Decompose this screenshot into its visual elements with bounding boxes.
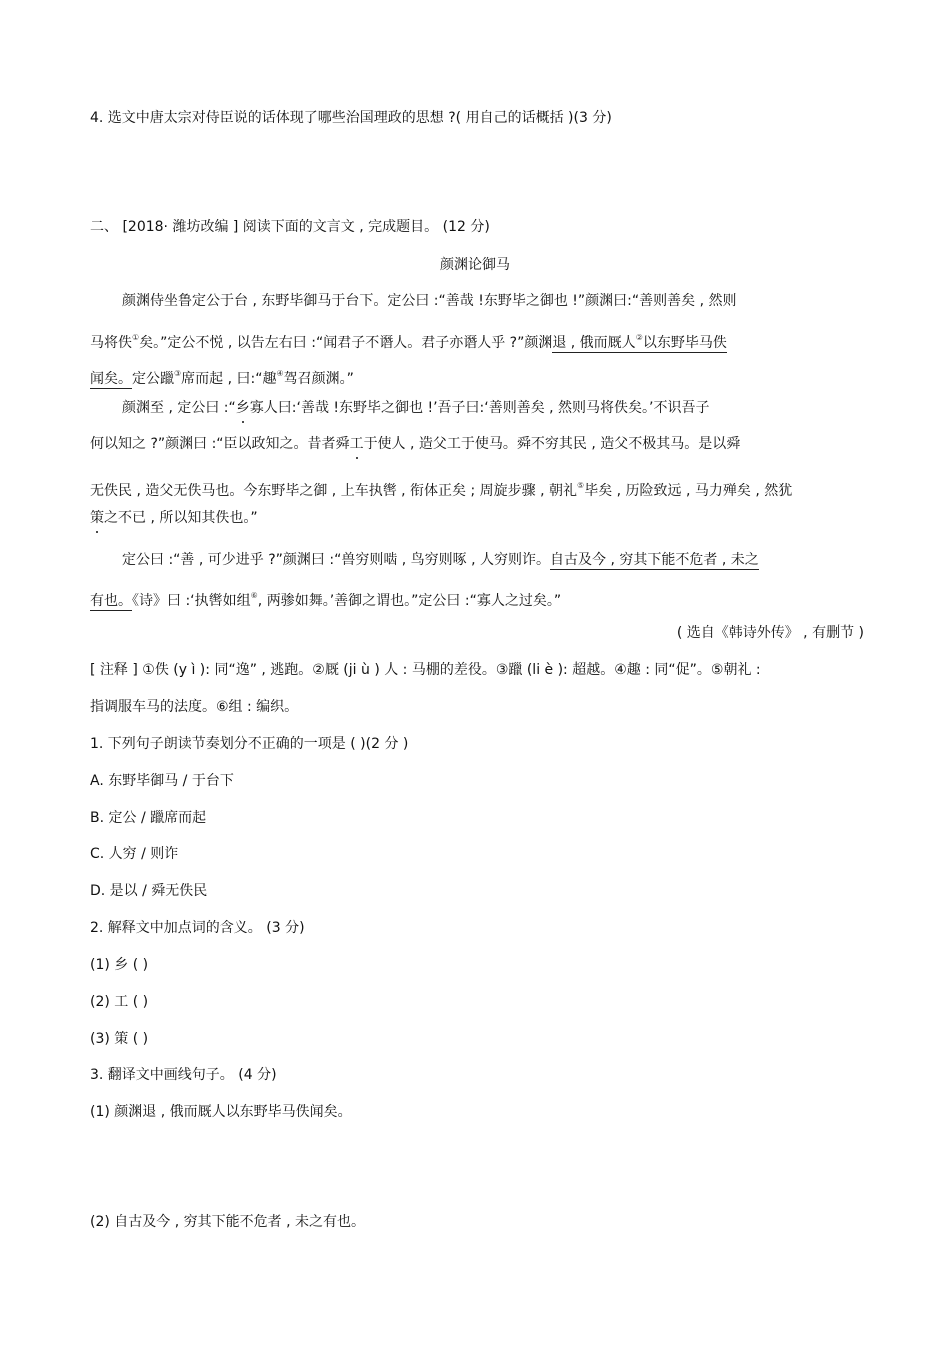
- question-2-item-3: (3) 策 ( ): [90, 1031, 149, 1047]
- text: 于使人 , 造父工于使马。舜不穷其民 , 造父不极其马。是以舜: [363, 436, 741, 452]
- text: 矣。”定公不悦 , 以告左右曰 :“闻君子不谮人。君子亦谮人乎 ?”颜渊: [139, 335, 553, 351]
- footnote-mark-6: ⑥: [250, 591, 258, 600]
- underlined-sentence-1b: 闻矣。: [90, 371, 132, 387]
- option-d: D. 是以 / 舜无佚民: [90, 883, 208, 899]
- text: 驾召颜渊。”: [283, 371, 354, 387]
- underlined-sentence-2b: 有也。: [90, 593, 132, 609]
- text: 毕矣 , 历险致远 , 马力殚矣 , 然犹: [584, 483, 793, 499]
- question-3: 3. 翻译文中画线句子。 (4 分): [90, 1067, 277, 1083]
- passage-p2-line2: [90, 434, 740, 454]
- footnote-mark-5: ⑤: [577, 481, 585, 490]
- footnote-mark-2: ②: [635, 333, 643, 342]
- underlined-sentence-2a: 自古及今 , 穷其下能不危者 , 未之: [550, 552, 759, 568]
- text: , 两骖如舞。’善御之谓也。”定公曰 :“寡人之过矣。”: [257, 593, 562, 609]
- passage-p3-line1: [122, 550, 759, 570]
- footnote-mark-4: ④: [276, 369, 284, 378]
- text: 何以知之 ?”颜渊曰 :“臣以政知之。昔者舜: [90, 436, 350, 452]
- text: 席而起 , 曰:“趣: [181, 371, 277, 387]
- question-1: 1. 下列句子朗读节奏划分不正确的一项是 ( )(2 分 ): [90, 736, 409, 752]
- dotted-word-ce: 策: [90, 510, 104, 526]
- question-4: 4. 选文中唐太宗对侍臣说的话体现了哪些治国理政的思想 ?( 用自己的话概括 )(3 分): [90, 110, 612, 126]
- passage-source: ( 选自《韩诗外传》 , 有删节 ): [676, 625, 864, 641]
- footnote-mark-3: ③: [174, 369, 182, 378]
- dotted-word-gong: 工: [349, 436, 364, 452]
- option-b: B. 定公 / 躐席而起: [90, 810, 207, 826]
- text: 之不已 , 所以知其佚也。”: [104, 510, 258, 526]
- text: 寡人曰:‘善哉 !东野毕之御也 !’吾子曰:‘善则善矣 , 然则马将佚矣。’不识吾子: [249, 400, 710, 416]
- section-2-heading: 二、 [2018· 潍坊改编 ] 阅读下面的文言文 , 完成题目。 (12 分): [90, 219, 490, 235]
- text: 定公曰 :“善 , 可少进乎 ?”颜渊曰 :“兽穷则啮 , 鸟穷则啄 , 人穷则诈。: [122, 552, 551, 568]
- question-3-item-1: (1) 颜渊退 , 俄而厩人以东野毕马佚闻矣。: [90, 1104, 352, 1120]
- text: 退 , 俄而厩人: [552, 335, 636, 351]
- text: 马将佚: [90, 335, 132, 351]
- passage-p1-line3: [90, 364, 354, 389]
- passage-p3-line2: [90, 586, 561, 611]
- footnote-mark-1: ①: [132, 333, 140, 342]
- passage-p2-line4: [90, 508, 258, 528]
- text: 《诗》曰 :‘执辔如组: [132, 593, 251, 609]
- passage-p2-line1: [122, 398, 710, 418]
- dotted-word-xiang: 乡: [235, 400, 250, 416]
- underlined-sentence-1a: [552, 335, 727, 353]
- question-3-item-2: (2) 自古及今 , 穷其下能不危者 , 未之有也。: [90, 1214, 365, 1230]
- text: 以东野毕马佚: [642, 335, 727, 351]
- option-c: C. 人穷 / 则诈: [90, 846, 179, 862]
- passage-title: 颜渊论御马: [440, 257, 510, 273]
- text: 颜渊至 , 定公曰 :“: [122, 400, 236, 416]
- option-a: A. 东野毕御马 / 于台下: [90, 773, 234, 789]
- text: 定公躐: [132, 371, 174, 387]
- passage-p1-line1: 颜渊侍坐鲁定公于台 , 东野毕御马于台下。定公曰 :“善哉 !东野毕之御也 !”颜渊曰:“善则善矣 , 然则: [122, 293, 737, 309]
- notes-line2: 指调服车马的法度。⑥组 : 编织。: [90, 699, 299, 715]
- notes-line1: [ 注释 ] ①佚 (y ì ): 同“逸” , 逃跑。②厩 (ji ù ) 人 : 马棚的差役。③躐 (li è ): 超越。④趣 : 同“促”。⑤朝礼 :: [90, 662, 761, 678]
- question-2: 2. 解释文中加点词的含义。 (3 分): [90, 920, 305, 936]
- passage-p2-line3: [90, 476, 792, 501]
- question-2-item-2: (2) 工 ( ): [90, 994, 149, 1010]
- text: 无佚民 , 造父无佚马也。今东野毕之御 , 上车执辔 , 衔体正矣 ; 周旋步骤 , 朝礼: [90, 483, 578, 499]
- passage-p1-line2: [90, 328, 727, 353]
- question-2-item-1: (1) 乡 ( ): [90, 957, 149, 973]
